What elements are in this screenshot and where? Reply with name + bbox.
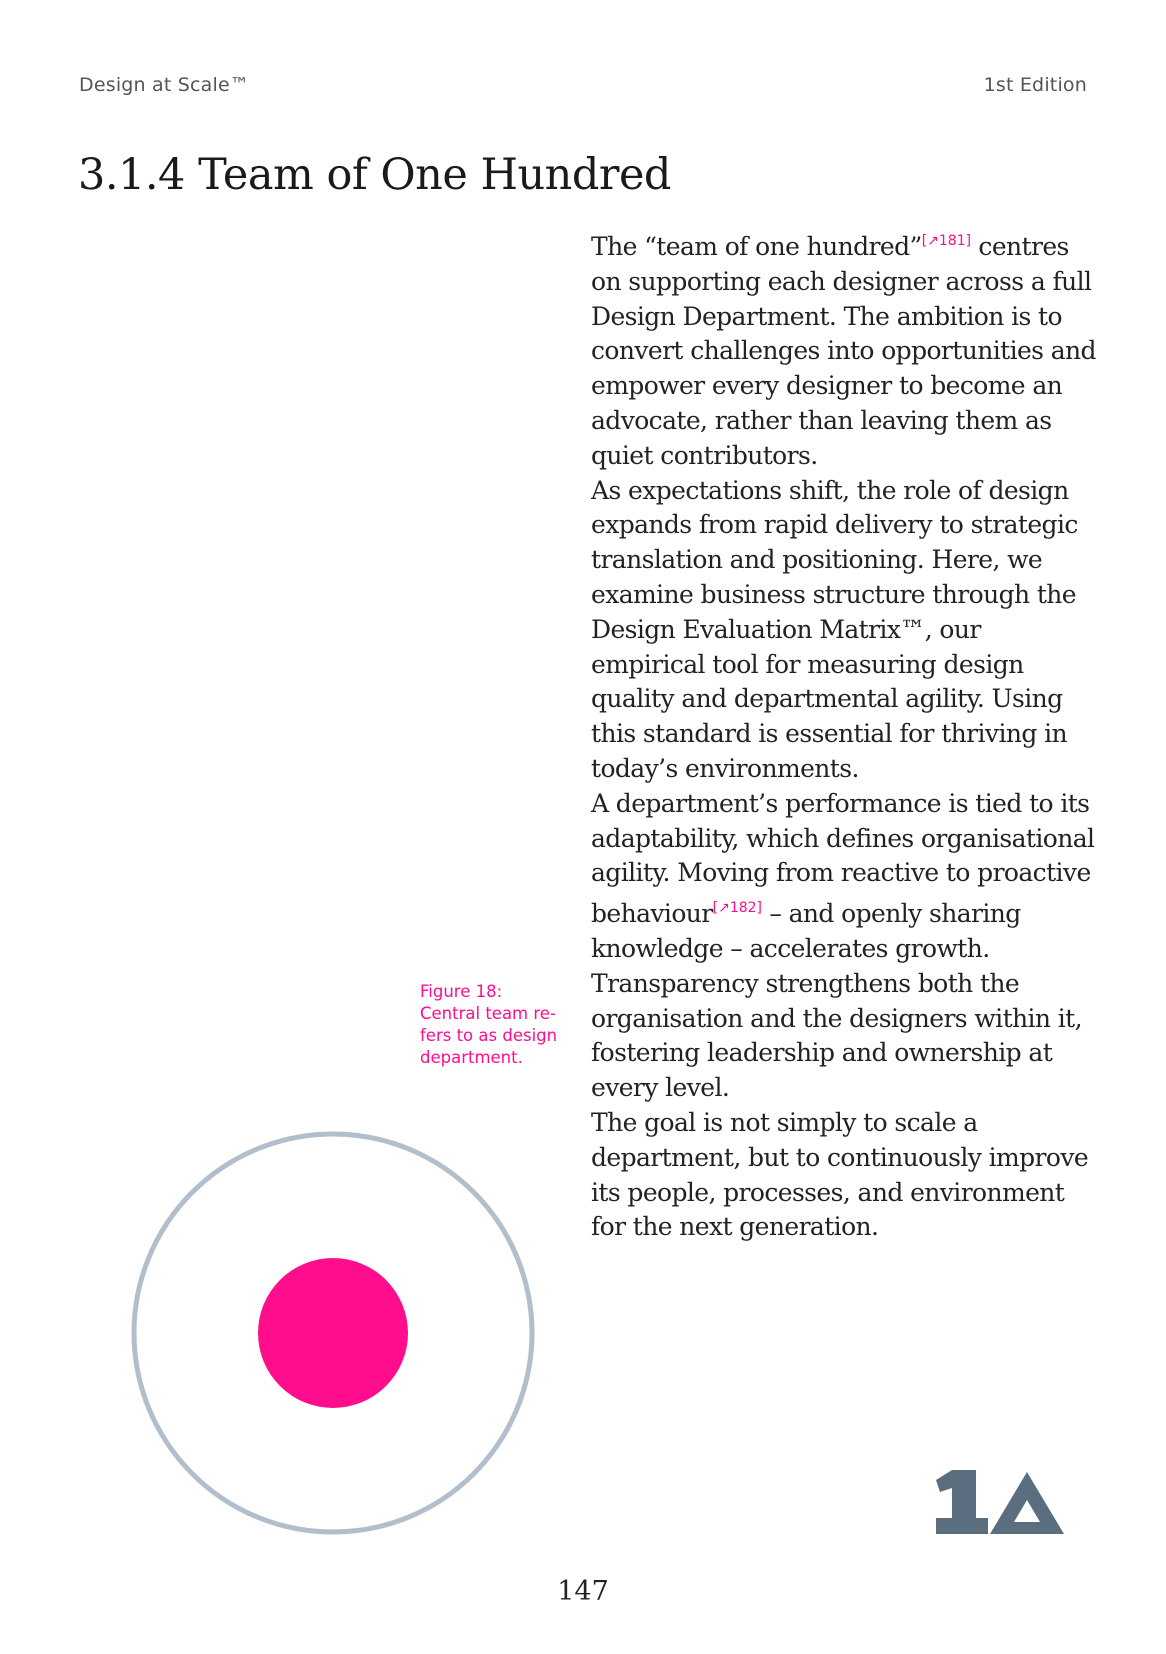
caption-line: Figure 18: <box>420 982 503 1001</box>
paragraph: As expectations shift, the role of design expands from rapid delivery to strategic translation and positioning. Here, we examine business structure through the Design Evaluation Matrix™, our empirical tool for measuring design quality and departmental agility. Using this standard is essential for thriving in today’s environments. <box>591 475 1078 783</box>
section-title: 3.1.4 Team of One Hundred <box>78 150 671 200</box>
logo-delta <box>990 1472 1064 1534</box>
paragraph-text: – and openly sharing knowledge – accelerates growth. Transparency strengthens both the organisation and the designers within it, fostering leadership and ownership at every level. <box>591 899 1082 1103</box>
footnote-link-182[interactable]: [↗182] <box>712 900 763 917</box>
paragraph <box>591 224 1101 474</box>
central-team-circle <box>258 1258 408 1408</box>
caption-line: department. <box>420 1048 523 1067</box>
paragraph: The goal is not simply to scale a department, but to continuously improve its people, processes, and environment for the next generation. <box>591 1107 1089 1242</box>
running-header-edition: 1st Edition <box>983 74 1087 96</box>
body-text <box>591 224 1101 1245</box>
caption-line: Central team re- <box>420 1004 556 1023</box>
paragraph <box>591 787 1101 1106</box>
paragraph-text: centres on supporting each designer across a full Design Department. The ambition is to convert challenges into opportunities and empower every designer to become an advocate, rather than leaving them as quiet contributors. <box>591 232 1096 470</box>
one-delta-logo-icon <box>930 1468 1066 1536</box>
caption-line: fers to as design <box>420 1026 558 1045</box>
figure-caption <box>420 981 570 1069</box>
paragraph-text: The “team of one hundred” <box>591 232 922 261</box>
footnote-link-181[interactable]: [↗181] <box>921 233 972 249</box>
logo-digit-one <box>936 1470 988 1534</box>
paragraph-text: A department’s performance is tied to its adaptability, which defines organisational agility. Moving from reactive to proactive behaviour <box>591 788 1095 929</box>
running-header-title: Design at Scale™ <box>79 74 250 96</box>
page-number: 147 <box>557 1576 609 1607</box>
team-diagram <box>128 1128 538 1538</box>
